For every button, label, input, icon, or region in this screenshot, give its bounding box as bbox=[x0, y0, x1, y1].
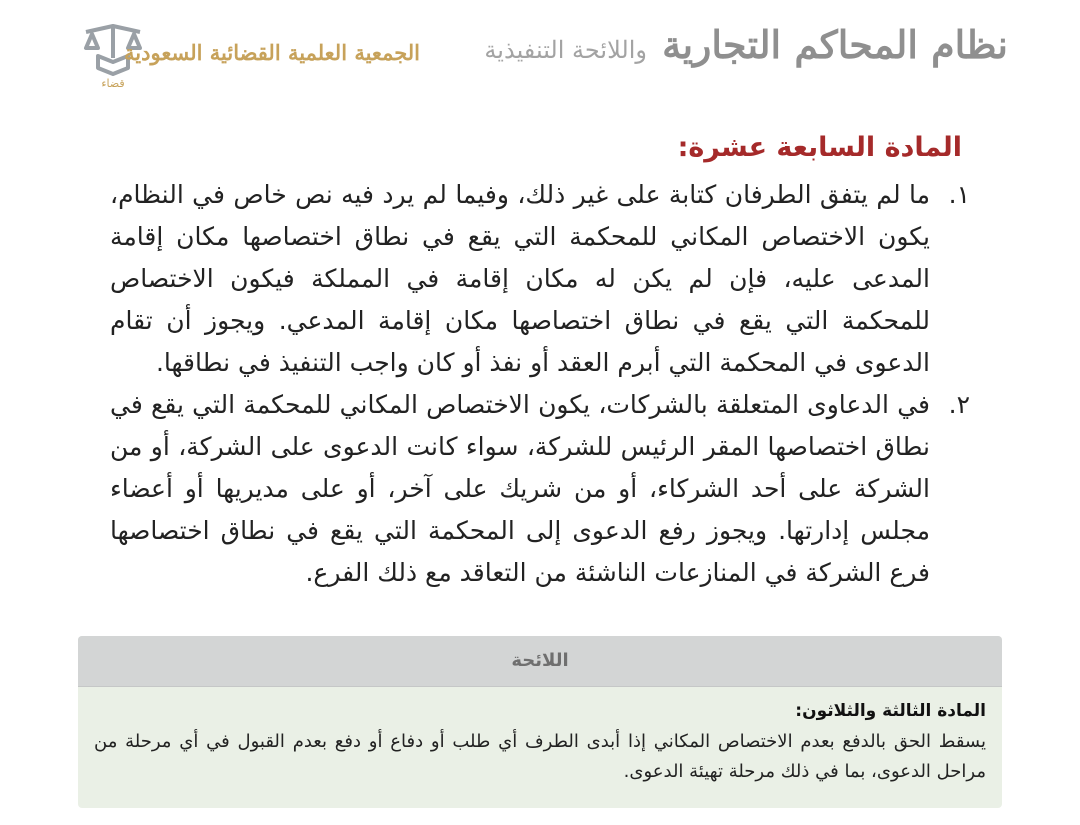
article-items bbox=[110, 174, 970, 594]
list-item-text: ما لم يتفق الطرفان كتابة على غير ذلك، وفيما لم يرد فيه نص خاص في النظام، يكون الاختصاص المكاني للمحكمة التي يقع في نطاق اختصاصها مكان إقامة المدعى عليه، فإن لم يكن له مكان إقامة في المملكة فيكون الاختصاص للمحكمة التي يقع في نطاق اختصاصها مكان إقامة المدعي. ويجوز أن تقام الدعوى في المحكمة التي أبرم العقد أو نفذ أو كان واجب التنفيذ في نطاقها. bbox=[110, 180, 930, 377]
list-item bbox=[110, 174, 970, 384]
regulation-heading: اللائحة bbox=[78, 636, 1002, 687]
regulation-article-title: المادة الثالثة والثلاثون: bbox=[795, 701, 986, 721]
regulation-box bbox=[78, 636, 1002, 808]
list-item-number: ٢. bbox=[948, 390, 970, 419]
page-header bbox=[0, 0, 1080, 110]
regulation-text: يسقط الحق بالدفع بعدم الاختصاص المكاني إذا أبدى الطرف أي طلب أو دفاع أو دفع بعدم القبول في أي مرحلة من مراحل الدعوى، بما في ذلك مرحلة تهيئة الدعوى. bbox=[94, 731, 986, 782]
book-title-main: نظام المحاكم التجارية bbox=[662, 22, 1008, 67]
list-item-number: ١. bbox=[948, 180, 970, 209]
book-title bbox=[484, 22, 1008, 67]
brand-logo-text: قضاء bbox=[101, 77, 125, 90]
book-title-sub: واللائحة التنفيذية bbox=[484, 36, 647, 64]
article-title: المادة السابعة عشرة: bbox=[677, 132, 962, 163]
list-item bbox=[110, 384, 970, 594]
list-item-text: في الدعاوى المتعلقة بالشركات، يكون الاختصاص المكاني للمحكمة التي يقع في نطاق اختصاصها المقر الرئيس للشركة، سواء كانت الدعوى على الشركة، أو من الشركة على أحد الشركاء، أو من شريك على آخر، أو على مديريها أو أعضاء مجلس إدارتها. ويجوز رفع الدعوى إلى المحكمة التي يقع في نطاق اختصاصها فرع الشركة في المنازعات الناشئة من التعاقد مع ذلك الفرع. bbox=[110, 390, 930, 587]
article-content bbox=[110, 128, 970, 594]
brand-name: الجمعية العلمية القضائية السعودية bbox=[124, 40, 420, 65]
brand bbox=[78, 18, 418, 98]
